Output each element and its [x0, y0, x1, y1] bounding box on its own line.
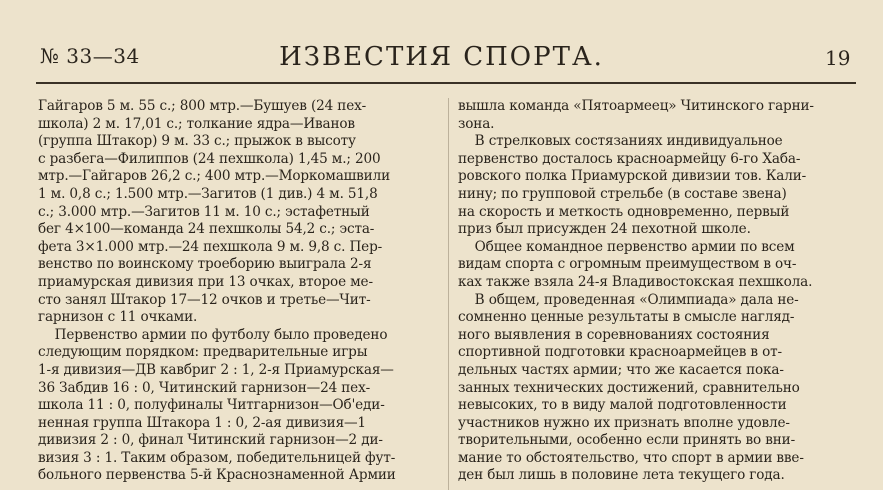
text-line: ненная группа Штакора 1 : 0, 2-ая дивизия—1: [38, 414, 366, 431]
text-line: Первенство армии по футболу было проведено: [38, 326, 388, 343]
text-line: невысоких, то в виду малой подготовленности: [458, 397, 787, 414]
text-line: приз был присужден 24 пехотной школе.: [458, 221, 751, 238]
text-line: спортивной подготовки красноармейцев в от-: [458, 344, 782, 361]
text-line: венство по воинскому троеборию выиграла 2-я: [38, 256, 372, 273]
text-line: нину; по групповой стрельбе (в составе звена): [458, 185, 787, 202]
text-line: больного первенства 5-й Краснознаменной Армии: [38, 467, 396, 484]
text-line: ровского полка Приамурской дивизии тов. Кали-: [458, 168, 807, 185]
page-header: [0, 0, 883, 86]
journal-title: ИЗВЕСТИЯ СПОРТА.: [279, 42, 604, 72]
text-line: Общее командное первенство армии по всем: [458, 238, 795, 255]
text-line: творительными, особенно если принять во вни-: [458, 432, 796, 449]
text-line: зона.: [458, 115, 495, 132]
text-line: дивизия 2 : 0, финал Читинский гарнизон—2 ди-: [38, 432, 383, 449]
text-line: ках также взяла 24-я Владивостокская пехшкола.: [458, 273, 813, 290]
text-line: В общем, проведенная «Олимпиада» дала не-: [458, 291, 799, 308]
text-line: школа 11 : 0, полуфиналы Читгарнизон—Об'еди-: [38, 397, 385, 414]
text-line: с разбега—Филиппов (24 пехшкола) 1,45 м.; 200: [38, 150, 381, 167]
text-line: на скорость и меткость одновременно, первый: [458, 203, 790, 220]
right-column: [458, 98, 853, 485]
text-line: гарнизон с 11 очками.: [38, 309, 198, 326]
text-line: следующим порядком: предварительные игры: [38, 344, 368, 361]
text-line: вышла команда «Пятоармеец» Читинского гарни-: [458, 98, 814, 114]
page-number: 19: [825, 46, 851, 70]
text-line: фета 3×1.000 мтр.—24 пехшкола 9 м. 9,8 с. Пер-: [38, 238, 383, 255]
text-line: участников нужно их признать вполне удовле-: [458, 414, 790, 431]
text-line: ного выявления в соревнованиях состояния: [458, 326, 770, 343]
text-line: В стрелковых состязаниях индивидуальное: [458, 133, 783, 150]
text-line: видам спорта с огромным преимуществом в оч-: [458, 256, 797, 273]
text-line: занных технических достижений, сравнительно: [458, 379, 800, 396]
text-line: мтр.—Гайгаров 26,2 с.; 400 мтр.—Моркомашвили: [38, 168, 390, 185]
text-line: 1 м. 0,8 с.; 1.500 мтр.—Загитов (1 див.) 4 м. 51,8: [38, 185, 378, 202]
text-line: с.; 3.000 мтр.—Загитов 11 м. 10 с.; эстафетный: [38, 203, 370, 220]
text-line: первенство досталось красноармейцу 6-го Хаба-: [458, 150, 801, 167]
text-line: мание то обстоятельство, что спорт в армии вве-: [458, 449, 804, 466]
header-rule: [36, 82, 856, 84]
issue-number: № 33—34: [40, 44, 140, 68]
text-line: (группа Штакор) 9 м. 33 с.; прыжок в высоту: [38, 133, 356, 150]
text-line: визия 3 : 1. Таким образом, победительницей фут-: [38, 449, 396, 466]
column-divider: [448, 98, 449, 490]
text-line: сомненно ценные результаты в смысле нагляд-: [458, 309, 795, 326]
text-line: сто занял Штакор 17—12 очков и третье—Чит-: [38, 291, 371, 308]
text-line: приамурская дивизия при 13 очках, второе ме-: [38, 273, 373, 290]
text-line: школа) 2 м. 17,01 с.; толкание ядра—Иванов: [38, 115, 355, 132]
text-line: бег 4×100—команда 24 пехшколы 54,2 с.; эста-: [38, 221, 375, 238]
text-line: 1-я дивизия—ДВ кавбриг 2 : 1, 2-я Приамурская—: [38, 361, 394, 378]
text-line: дельных частях армии; что же касается пока-: [458, 361, 784, 378]
text-line: ден был лишь в половине лета текущего года.: [458, 467, 785, 484]
text-line: Гайгаров 5 м. 55 с.; 800 мтр.—Бушуев (24 пех-: [38, 98, 367, 114]
left-column: [38, 98, 443, 485]
text-line: 36 Забдив 16 : 0, Читинский гарнизон—24 пех-: [38, 379, 371, 396]
